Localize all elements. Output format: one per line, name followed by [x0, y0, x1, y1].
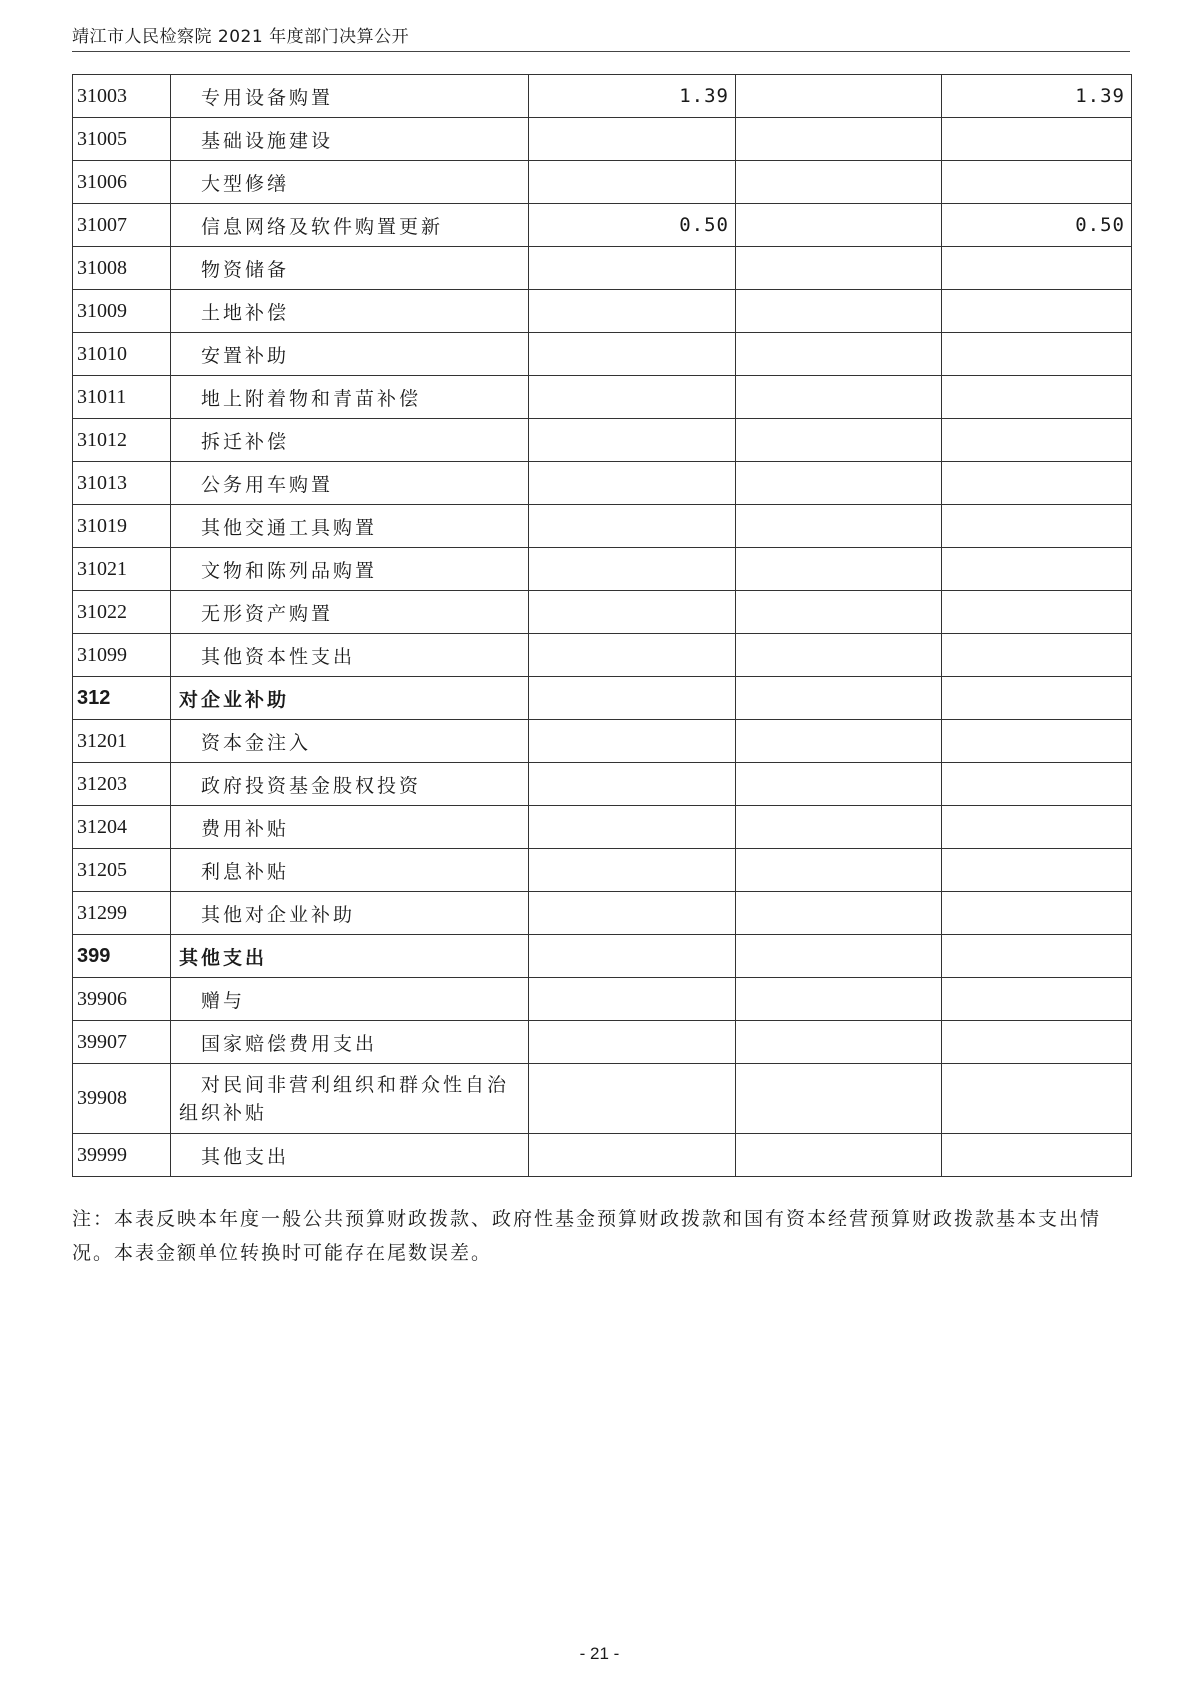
row-code-cell: 31007 [73, 204, 171, 247]
row-value-1-cell [529, 419, 736, 462]
row-name-cell: 费用补贴 [171, 806, 529, 849]
table-row [73, 720, 1132, 763]
expenditure-table-body [73, 75, 1132, 1177]
row-name-cell: 专用设备购置 [171, 75, 529, 118]
row-value-1-cell [529, 935, 736, 978]
row-value-3-cell [942, 677, 1132, 720]
row-value-1-cell: 1.39 [529, 75, 736, 118]
row-value-2-cell [736, 720, 942, 763]
row-value-3-cell [942, 763, 1132, 806]
row-value-1-cell [529, 1064, 736, 1134]
row-value-2-cell [736, 763, 942, 806]
table-row [73, 978, 1132, 1021]
row-code-cell: 31022 [73, 591, 171, 634]
row-value-3-cell [942, 1021, 1132, 1064]
row-value-3-cell [942, 161, 1132, 204]
row-value-1-cell [529, 892, 736, 935]
table-row [73, 333, 1132, 376]
row-value-1-cell [529, 978, 736, 1021]
row-value-1-cell [529, 1134, 736, 1177]
row-code-cell: 312 [73, 677, 171, 720]
row-name-cell: 其他支出 [171, 1134, 529, 1177]
row-value-3-cell [942, 118, 1132, 161]
row-name-cell: 公务用车购置 [171, 462, 529, 505]
row-value-3-cell [942, 935, 1132, 978]
row-code-cell: 31008 [73, 247, 171, 290]
table-row [73, 1064, 1132, 1134]
row-name-cell: 利息补贴 [171, 849, 529, 892]
row-code-cell: 31019 [73, 505, 171, 548]
row-code-cell: 31099 [73, 634, 171, 677]
row-value-2-cell [736, 1134, 942, 1177]
row-value-3-cell [942, 720, 1132, 763]
row-value-1-cell [529, 591, 736, 634]
row-code-cell: 31003 [73, 75, 171, 118]
table-row [73, 247, 1132, 290]
row-code-cell: 31013 [73, 462, 171, 505]
row-value-2-cell [736, 75, 942, 118]
row-name-cell: 其他资本性支出 [171, 634, 529, 677]
row-name-cell: 对企业补助 [171, 677, 529, 720]
row-name-cell: 地上附着物和青苗补偿 [171, 376, 529, 419]
row-value-3-cell [942, 892, 1132, 935]
row-value-1-cell [529, 720, 736, 763]
row-name-cell: 对民间非营利组织和群众性自治组织补贴 [171, 1064, 529, 1134]
row-code-cell: 31009 [73, 290, 171, 333]
row-value-3-cell [942, 548, 1132, 591]
row-name-cell: 其他对企业补助 [171, 892, 529, 935]
row-value-2-cell [736, 161, 942, 204]
row-value-1-cell [529, 247, 736, 290]
row-name-cell: 国家赔偿费用支出 [171, 1021, 529, 1064]
row-code-cell: 31006 [73, 161, 171, 204]
table-row [73, 290, 1132, 333]
row-value-1-cell [529, 161, 736, 204]
table-row [73, 849, 1132, 892]
row-value-2-cell [736, 118, 942, 161]
row-name-cell: 赠与 [171, 978, 529, 1021]
row-value-2-cell [736, 849, 942, 892]
table-row [73, 591, 1132, 634]
row-name-cell: 拆迁补偿 [171, 419, 529, 462]
row-name-cell: 无形资产购置 [171, 591, 529, 634]
row-code-cell: 31005 [73, 118, 171, 161]
row-value-3-cell [942, 591, 1132, 634]
expenditure-table [72, 74, 1132, 1177]
row-code-cell: 39906 [73, 978, 171, 1021]
table-note: 注：本表反映本年度一般公共预算财政拨款、政府性基金预算财政拨款和国有资本经营预算财政拨款基本支出情况。本表金额单位转换时可能存在尾数误差。 [72, 1208, 1102, 1264]
row-name-cell: 其他支出 [171, 935, 529, 978]
row-value-2-cell [736, 1021, 942, 1064]
table-row [73, 161, 1132, 204]
table-row [73, 634, 1132, 677]
table-row [73, 1021, 1132, 1064]
row-code-cell: 31299 [73, 892, 171, 935]
table-row [73, 462, 1132, 505]
table-row [73, 1134, 1132, 1177]
row-value-2-cell [736, 247, 942, 290]
table-row [73, 376, 1132, 419]
row-code-cell: 39908 [73, 1064, 171, 1134]
row-name-cell: 基础设施建设 [171, 118, 529, 161]
row-value-2-cell [736, 591, 942, 634]
row-name-cell: 物资储备 [171, 247, 529, 290]
row-value-2-cell [736, 892, 942, 935]
row-value-1-cell [529, 462, 736, 505]
row-value-3-cell [942, 1064, 1132, 1134]
row-code-cell: 31021 [73, 548, 171, 591]
row-code-cell: 31205 [73, 849, 171, 892]
row-code-cell: 31012 [73, 419, 171, 462]
table-row [73, 505, 1132, 548]
table-row [73, 75, 1132, 118]
row-name-cell: 大型修缮 [171, 161, 529, 204]
table-row [73, 548, 1132, 591]
row-value-3-cell: 1.39 [942, 75, 1132, 118]
table-row [73, 204, 1132, 247]
row-value-3-cell [942, 290, 1132, 333]
table-row [73, 935, 1132, 978]
row-value-1-cell [529, 677, 736, 720]
row-code-cell: 31011 [73, 376, 171, 419]
row-value-1-cell [529, 634, 736, 677]
row-value-1-cell [529, 118, 736, 161]
row-value-1-cell [529, 849, 736, 892]
row-value-1-cell [529, 1021, 736, 1064]
row-code-cell: 39907 [73, 1021, 171, 1064]
row-value-2-cell [736, 204, 942, 247]
row-value-1-cell [529, 290, 736, 333]
table-row [73, 763, 1132, 806]
row-value-3-cell: 0.50 [942, 204, 1132, 247]
row-value-3-cell [942, 333, 1132, 376]
row-name-cell: 资本金注入 [171, 720, 529, 763]
row-name-cell: 其他交通工具购置 [171, 505, 529, 548]
row-value-2-cell [736, 1064, 942, 1134]
row-value-2-cell [736, 333, 942, 376]
row-value-3-cell [942, 978, 1132, 1021]
row-code-cell: 31204 [73, 806, 171, 849]
row-value-2-cell [736, 290, 942, 333]
row-value-2-cell [736, 978, 942, 1021]
row-value-3-cell [942, 806, 1132, 849]
row-code-cell: 399 [73, 935, 171, 978]
row-value-1-cell: 0.50 [529, 204, 736, 247]
row-value-3-cell [942, 247, 1132, 290]
row-value-2-cell [736, 548, 942, 591]
row-value-3-cell [942, 376, 1132, 419]
table-row [73, 118, 1132, 161]
row-value-2-cell [736, 376, 942, 419]
row-value-3-cell [942, 505, 1132, 548]
row-value-2-cell [736, 935, 942, 978]
row-code-cell: 31203 [73, 763, 171, 806]
row-name-cell: 政府投资基金股权投资 [171, 763, 529, 806]
table-row [73, 677, 1132, 720]
row-value-3-cell [942, 419, 1132, 462]
row-value-3-cell [942, 634, 1132, 677]
row-value-3-cell [942, 849, 1132, 892]
header-divider [72, 51, 1130, 52]
table-row [73, 892, 1132, 935]
row-name-cell: 文物和陈列品购置 [171, 548, 529, 591]
row-code-cell: 31010 [73, 333, 171, 376]
row-value-1-cell [529, 333, 736, 376]
row-value-2-cell [736, 634, 942, 677]
row-value-1-cell [529, 548, 736, 591]
row-value-3-cell [942, 462, 1132, 505]
row-value-1-cell [529, 806, 736, 849]
row-value-2-cell [736, 505, 942, 548]
row-value-1-cell [529, 505, 736, 548]
row-name-cell: 信息网络及软件购置更新 [171, 204, 529, 247]
row-value-3-cell [942, 1134, 1132, 1177]
row-value-1-cell [529, 376, 736, 419]
row-value-2-cell [736, 419, 942, 462]
row-code-cell: 39999 [73, 1134, 171, 1177]
row-value-2-cell [736, 677, 942, 720]
page-number: - 21 - [579, 1644, 620, 1663]
table-row [73, 806, 1132, 849]
page-header-title: 靖江市人民检察院 2021 年度部门决算公开 [72, 27, 410, 47]
row-value-2-cell [736, 462, 942, 505]
table-row [73, 419, 1132, 462]
row-value-2-cell [736, 806, 942, 849]
row-value-1-cell [529, 763, 736, 806]
row-name-cell: 土地补偿 [171, 290, 529, 333]
row-code-cell: 31201 [73, 720, 171, 763]
row-name-cell: 安置补助 [171, 333, 529, 376]
